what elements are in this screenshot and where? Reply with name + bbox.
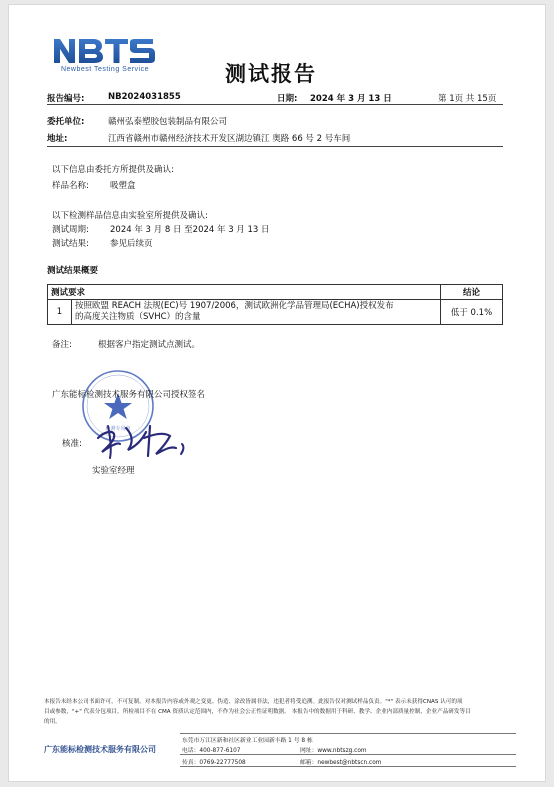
client-label: 委托单位: — [47, 117, 85, 127]
footer-website: 网址：www.nbtszg.com — [300, 748, 367, 754]
report-no-label: 报告编号: — [47, 94, 85, 104]
footer-disclaimer — [44, 697, 516, 727]
header-divider — [47, 104, 503, 105]
nbts-logo — [50, 36, 162, 82]
footer-email: 邮箱：newbest@nbtscn.com — [300, 760, 382, 766]
footer-note-line-2: 目或参数，"+" 代表分包项目，所检项目不在 CMA 资质认定范围内，不作为社会公正性证明数据。 本报告中的数据用于科研、教学、企业内部质量控制、企业产品研发等目 — [44, 709, 471, 715]
requirement-line-1: 按照欧盟 REACH 法规(EC)号 1907/2006，测试欧洲化学品管理局(ECHA)授权发布 — [75, 301, 394, 311]
conclusion-cell: 低于 0.1% — [441, 300, 503, 325]
row-number: 1 — [48, 300, 72, 325]
footer-note-line-1: 本报告未经本公司书面许可，不可复制。对本报告内容或外观之变更、伪造、涂改皆属非法，违犯者将受追溯。此报告仅对测试样品负责。"*" 表示未获得CNAS 认可的项 — [44, 699, 463, 705]
client-info-intro: 以下信息由委托方所提供及确认: — [52, 165, 174, 175]
report-no: NB2024031855 — [108, 92, 181, 102]
client-name: 赣州弘泰塑胶包装制品有限公司 — [108, 117, 228, 127]
col-requirement: 测试要求 — [48, 285, 441, 300]
svg-text:检测专用章: 检测专用章 — [105, 426, 131, 432]
logo-tagline: Newbest Testing Service — [60, 66, 150, 73]
footer-divider-bottom — [180, 766, 516, 767]
requirement-line-2: 的高度关注物质（SVHC）的含量 — [75, 312, 201, 322]
footer-fax: 传真：0769-22777508 — [182, 760, 246, 766]
footer-divider-top — [180, 733, 516, 734]
approver-title: 实验室经理 — [92, 466, 135, 476]
footer-note-line-3: 的用。 — [44, 719, 61, 725]
result-label: 测试结果: — [52, 239, 89, 249]
footer-company: 广东能标检测技术服务有限公司 — [44, 745, 156, 754]
approver-label: 核准: — [62, 439, 82, 449]
remark-text: 根据客户指定测试点测试。 — [98, 340, 201, 350]
client-divider — [47, 146, 503, 147]
requirement-cell — [72, 300, 441, 325]
sample-label: 样品名称: — [52, 181, 89, 191]
summary-table — [47, 284, 503, 325]
handwritten-signature — [90, 418, 200, 464]
lab-info-intro: 以下检测样品信息由实验室所提供及确认: — [52, 211, 208, 221]
test-result: 参见后续页 — [110, 239, 153, 249]
sample-name: 吸塑盒 — [110, 181, 136, 191]
summary-title: 测试结果概要 — [47, 266, 99, 276]
client-address: 江西省赣州市赣州经济技术开发区湖边镇江 奥路 66 号 2 号车间 — [108, 134, 351, 144]
report-date: 2024 年 3 月 13 日 — [310, 94, 392, 104]
period-label: 测试周期: — [52, 225, 89, 235]
authorization-company: 广东能标检测技术服务有限公司授权签名 — [52, 390, 206, 400]
page-title: 测试报告 — [225, 62, 317, 86]
summary-header-row — [48, 285, 503, 300]
col-conclusion: 结论 — [441, 285, 503, 300]
footer-tel: 电话：400-877-6107 — [182, 748, 241, 754]
address-label: 地址: — [47, 134, 68, 144]
page-info: 第 1页 共 15页 — [438, 94, 497, 104]
date-label: 日期: — [277, 94, 298, 104]
footer-address: 东莞市万江区新和社区新业工业园新丰路 1 号 8 栋 — [182, 738, 313, 744]
test-period: 2024 年 3 月 8 日 至2024 年 3 月 13 日 — [110, 225, 270, 235]
table-row — [48, 300, 503, 325]
remark-label: 备注: — [52, 340, 72, 350]
footer-divider-mid — [180, 754, 516, 755]
